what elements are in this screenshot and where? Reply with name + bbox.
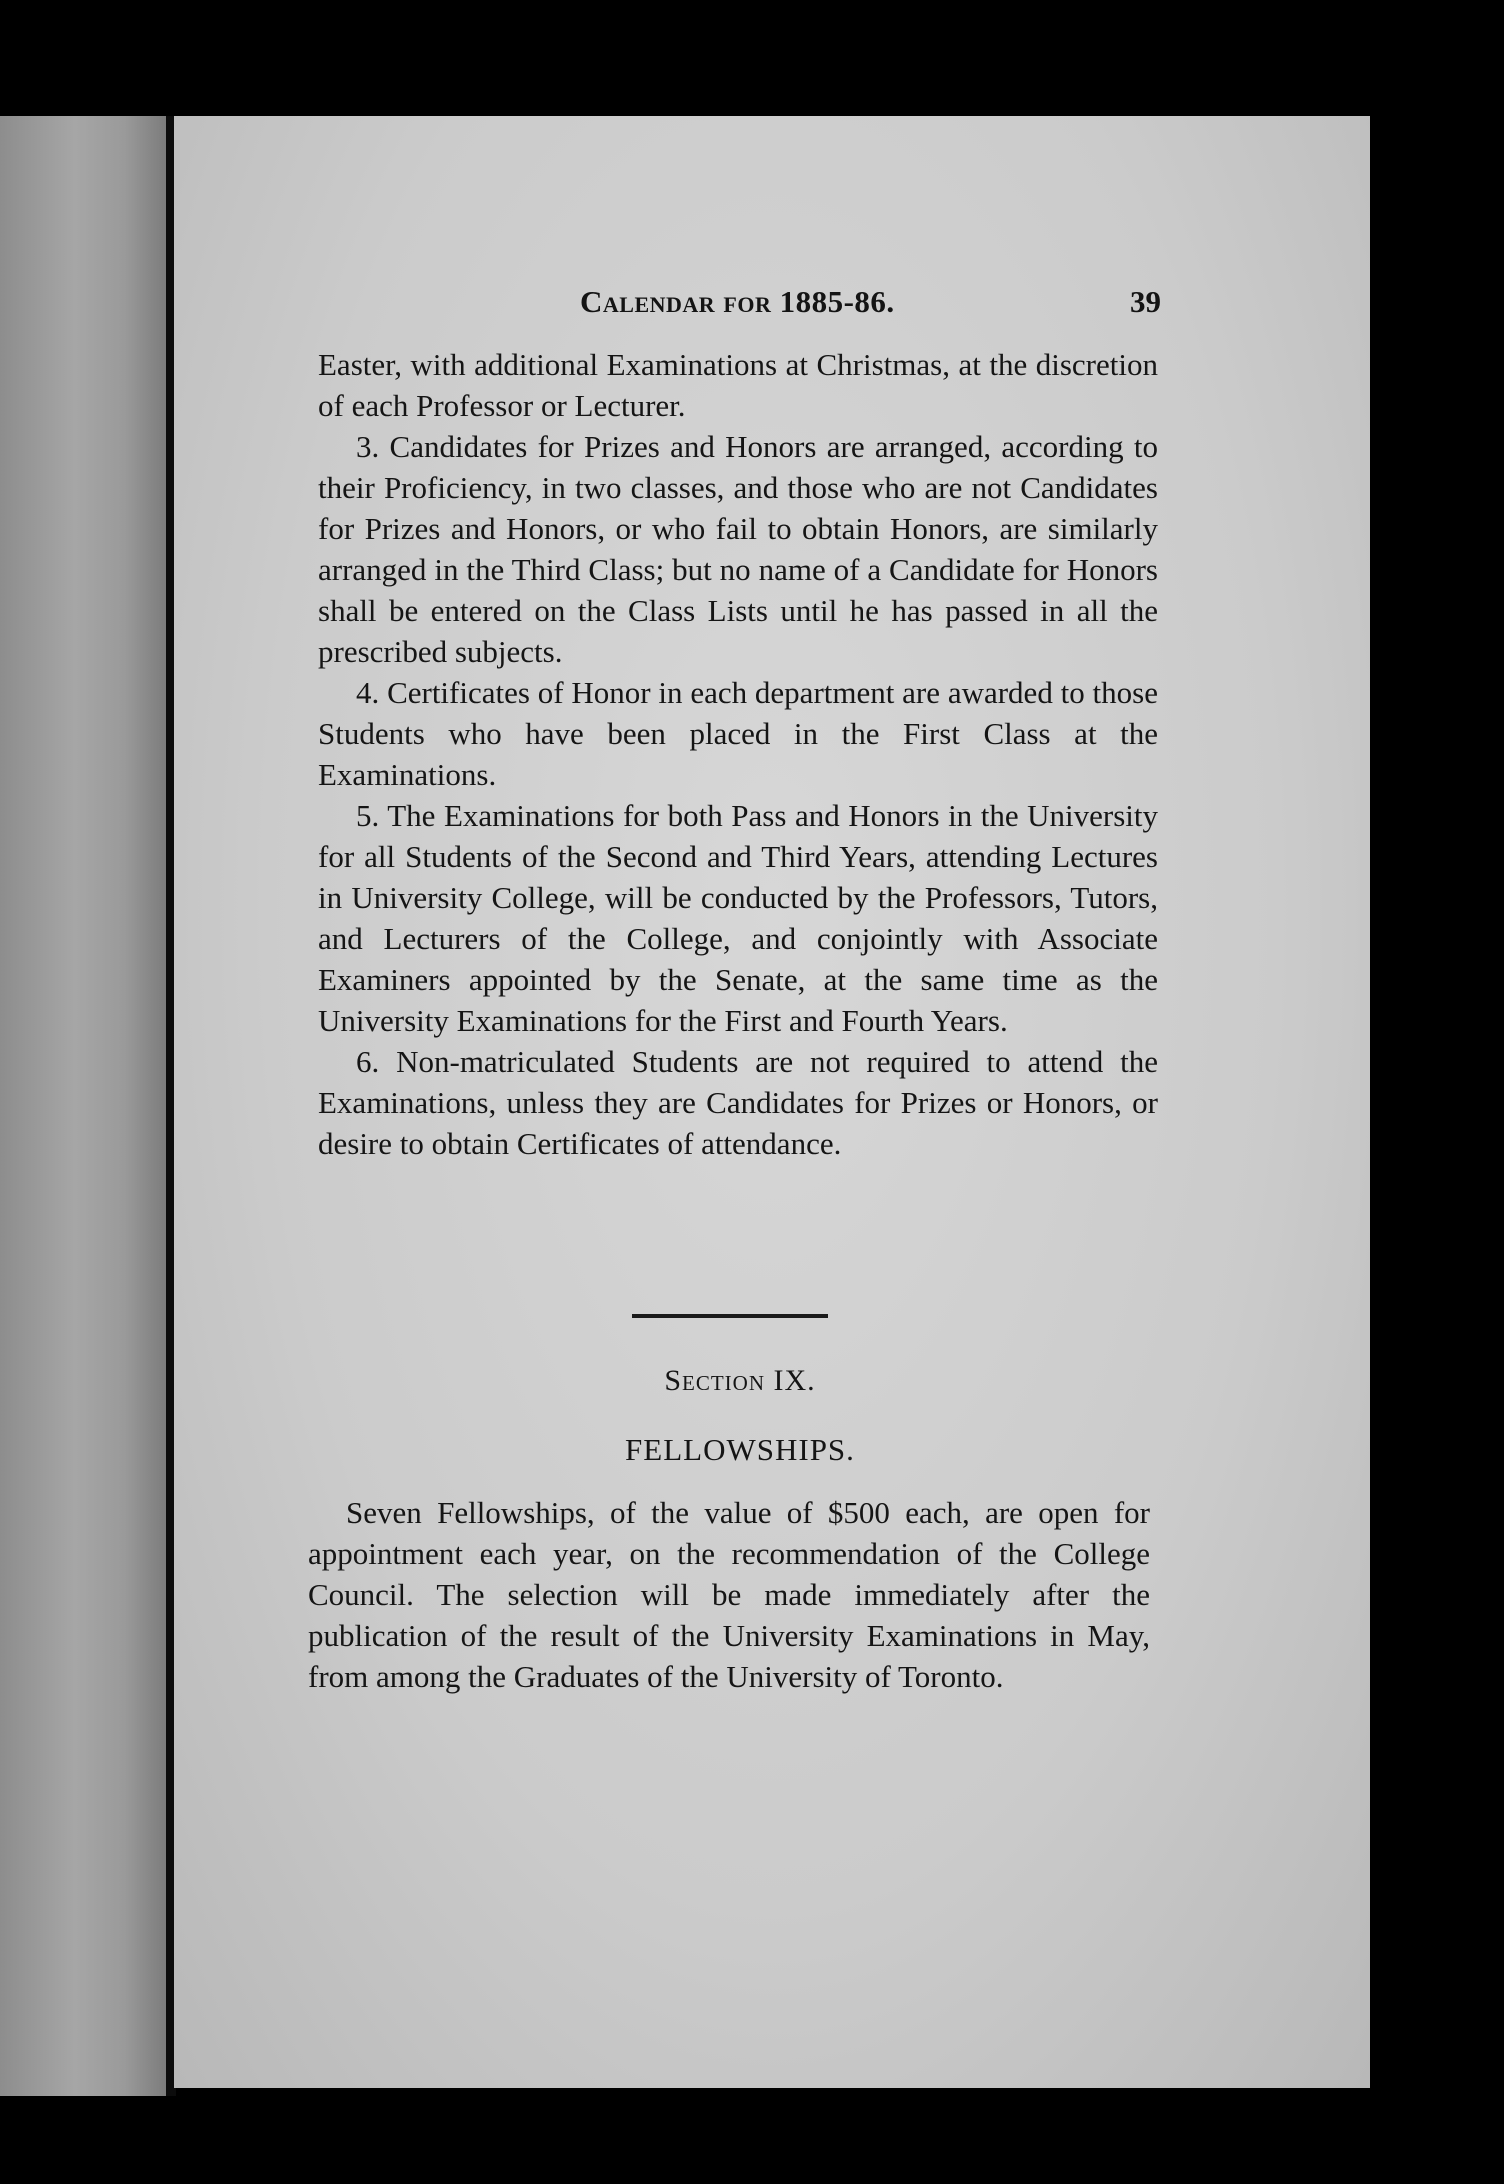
- main-text: [318, 344, 1158, 1164]
- paragraph-item-4: 4. Certificates of Honor in each department are awarded to those Students who have been placed in the First Class at the Examinations.: [318, 675, 1158, 792]
- section-divider: [632, 1314, 828, 1318]
- fellowships-text: [308, 1492, 1150, 1697]
- previous-page-edge: [0, 116, 166, 2096]
- section-heading: Section IX.: [664, 1364, 816, 1397]
- paragraph-item-5: 5. The Examinations for both Pass and Honors in the University for all Students of the Second and Third Years, attending Lectures in University College, will be conducted by the Professors, Tutors, and Lecturers of the College, and conjointly with Associate Examiners appointed by the Senate, at the same time as the University Examinations for the First and Fourth Years.: [318, 798, 1158, 1038]
- paragraph-item-3: 3. Candidates for Prizes and Honors are arranged, according to their Proficiency, in two classes, and those who are not Candidates for Prizes and Honors, or who fail to obtain Honors, are similarly arranged in the Third Class; but no name of a Candidate for Honors shall be entered on the Class Lists until he has passed in all the prescribed subjects.: [318, 429, 1158, 669]
- fellowships-paragraph: Seven Fellowships, of the value of $500 each, are open for appointment each year, on the recommendation of the College Council. The selection will be made immediately after the publication of the result of the University Examinations in May, from among the Graduates of the University of Toronto.: [308, 1495, 1150, 1694]
- running-title: Calendar for 1885-86.: [580, 284, 895, 319]
- paragraph-continuation: Easter, with additional Examinations at Christmas, at the discretion of each Professor or Lecturer.: [318, 347, 1158, 423]
- paragraph-item-6: 6. Non-matriculated Students are not required to attend the Examinations, unless they are Candidates for Prizes or Honors, or desire to obtain Certificates of attendance.: [318, 1044, 1158, 1161]
- page-number: 39: [1130, 284, 1161, 319]
- section-title: FELLOWSHIPS.: [625, 1432, 855, 1467]
